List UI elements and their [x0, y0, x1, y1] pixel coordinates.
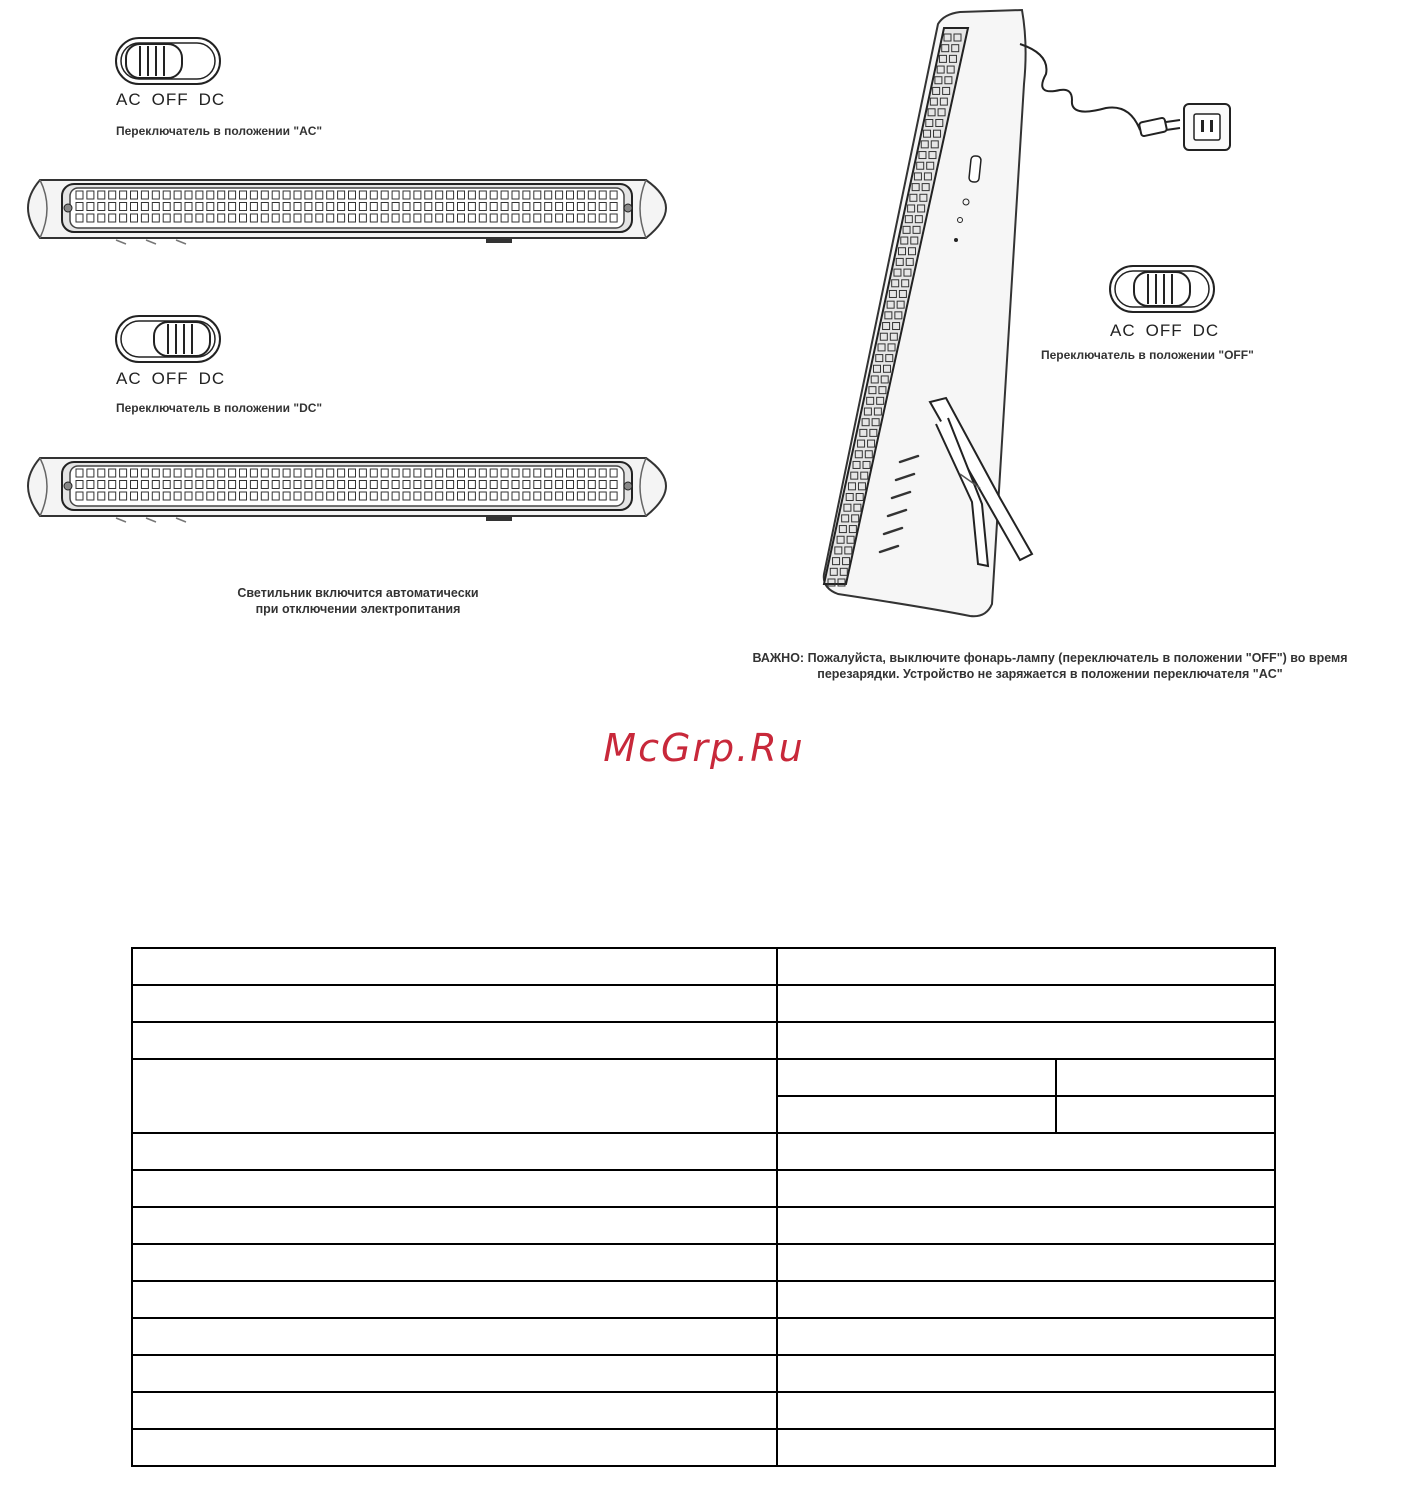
table-row [132, 1059, 1275, 1096]
important-note [700, 650, 1400, 682]
table-row [132, 985, 1275, 1022]
table-row [132, 1429, 1275, 1466]
table-cell-value [777, 1022, 1275, 1059]
table-cell-label [132, 1429, 777, 1466]
table-cell-value [777, 1244, 1275, 1281]
switch-dc-labels [116, 369, 235, 389]
table-cell-value [777, 1392, 1275, 1429]
table-row [132, 1207, 1275, 1244]
table-cell-label [132, 1170, 777, 1207]
table-cell-value [777, 1207, 1275, 1244]
label-ac: AC [1110, 321, 1136, 340]
table-cell-value [777, 1355, 1275, 1392]
caption-switch-ac: Переключатель в положении "AC" [116, 124, 323, 138]
switch-ac-labels [116, 90, 235, 110]
table-row [132, 1022, 1275, 1059]
table-cell-value [777, 1170, 1275, 1207]
table-cell-label [132, 1355, 777, 1392]
important-note-line2: перезарядки. Устройство не заряжается в положении переключателя "AC" [817, 667, 1283, 681]
label-dc: DC [198, 90, 226, 109]
spec-table [131, 947, 1276, 1467]
table-row [132, 1392, 1275, 1429]
auto-on-note [188, 585, 528, 617]
lamp-horizontal-2-icon [26, 452, 672, 524]
table-row [132, 1318, 1275, 1355]
table-row [132, 1281, 1275, 1318]
table-cell-label [132, 1281, 777, 1318]
table-row [132, 1133, 1275, 1170]
important-note-line1: ВАЖНО: Пожалуйста, выключите фонарь-лампу (переключатель в положении "OFF") во время [752, 651, 1348, 665]
switch-ac-icon [114, 36, 222, 86]
switch-dc-icon [114, 314, 222, 364]
table-cell-label [132, 1392, 777, 1429]
table-cell-label [132, 1207, 777, 1244]
caption-switch-dc: Переключатель в положении "DC" [116, 401, 323, 415]
label-ac: AC [116, 90, 142, 109]
watermark: McGrp.Ru [603, 726, 805, 770]
lamp-horizontal-1-icon [26, 174, 672, 246]
table-cell-sub [777, 1059, 1056, 1096]
table-cell-value [777, 1281, 1275, 1318]
table-row [132, 1244, 1275, 1281]
table-cell-label [132, 1059, 777, 1133]
table-cell-sub [777, 1096, 1056, 1133]
table-cell-label [132, 1244, 777, 1281]
table-cell-value [777, 1318, 1275, 1355]
table-cell-value [777, 985, 1275, 1022]
table-cell-value [777, 1429, 1275, 1466]
spec-table-body [132, 948, 1275, 1466]
table-cell-label [132, 1318, 777, 1355]
table-row [132, 1355, 1275, 1392]
label-dc: DC [1192, 321, 1220, 340]
label-off: OFF [151, 369, 189, 388]
label-off: OFF [1145, 321, 1183, 340]
label-off: OFF [151, 90, 189, 109]
switch-off-icon [1108, 264, 1216, 314]
table-row [132, 948, 1275, 985]
auto-on-note-line2: при отключении электропитания [255, 602, 461, 616]
table-cell-label [132, 985, 777, 1022]
table-cell-label [132, 948, 777, 985]
caption-switch-off: Переключатель в положении "OFF" [1041, 348, 1254, 362]
label-ac: AC [116, 369, 142, 388]
table-cell-label [132, 1022, 777, 1059]
table-cell-label [132, 1133, 777, 1170]
table-row [132, 1170, 1275, 1207]
table-cell-value [777, 948, 1275, 985]
switch-off-labels [1110, 321, 1229, 341]
auto-on-note-line1: Светильник включится автоматически [237, 586, 479, 600]
label-dc: DC [198, 369, 226, 388]
table-cell-sub [1056, 1059, 1275, 1096]
table-cell-value [777, 1133, 1275, 1170]
table-cell-sub [1056, 1096, 1275, 1133]
